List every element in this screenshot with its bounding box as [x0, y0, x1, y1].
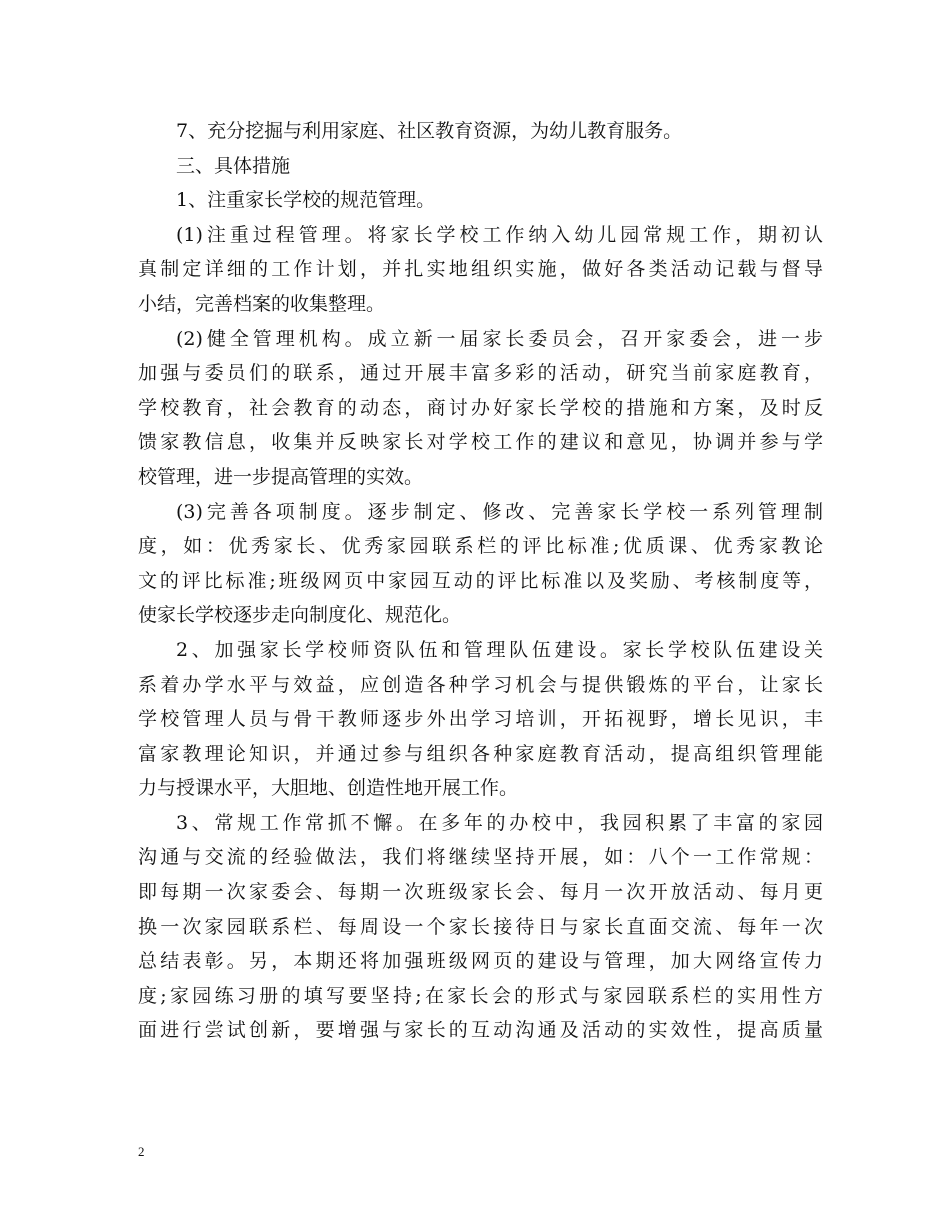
paragraph-line: (1)注重过程管理。将家长学校工作纳入幼儿园常规工作，期初认 [176, 223, 823, 246]
paragraph-line: 面进行尝试创新，要增强与家长的互动沟通及活动的实效性，提高质量 [138, 1019, 823, 1042]
paragraph-line: 学校教育，社会教育的动态，商讨办好家长学校的措施和方案，及时反 [138, 396, 823, 419]
page-number: 2 [138, 1144, 145, 1159]
paragraph-line: 馈家教信息，收集并反映家长对学校工作的建议和意见，协调并参与学 [138, 431, 823, 454]
subsection-heading: 1、注重家长学校的规范管理。 [176, 189, 436, 212]
paragraph-line: 2、加强家长学校师资队伍和管理队伍建设。家长学校队伍建设关 [176, 638, 823, 661]
paragraph-line: 系着办学水平与效益，应创造各种学习机会与提供锻炼的平台，让家长 [138, 673, 823, 696]
paragraph-line: 学校管理人员与骨干教师逐步外出学习培训，开拓视野，增长见识，丰 [138, 708, 823, 731]
paragraph-line: 3、常规工作常抓不懈。在多年的办校中，我园积累了丰富的家园 [176, 811, 823, 834]
paragraph-line: 沟通与交流的经验做法，我们将继续坚持开展，如：八个一工作常规： [138, 846, 823, 869]
section-heading: 三、具体措施 [176, 154, 291, 177]
paragraph-line: 校管理，进一步提高管理的实效。 [138, 465, 424, 488]
paragraph-line: 小结，完善档案的收集整理。 [138, 292, 386, 315]
paragraph-line: 使家长学校逐步走向制度化、规范化。 [138, 604, 462, 627]
paragraph-line: (3)完善各项制度。逐步制定、修改、完善家长学校一系列管理制 [176, 500, 823, 523]
paragraph-line: 总结表彰。另，本期还将加强班级网页的建设与管理，加大网络宣传力 [138, 950, 823, 973]
paragraph-line: (2)健全管理机构。成立新一届家长委员会，召开家委会，进一步 [176, 327, 823, 350]
paragraph-line: 度;家园练习册的填写要坚持;在家长会的形式与家园联系栏的实用性方 [138, 984, 823, 1007]
paragraph-line: 真制定详细的工作计划，并扎实地组织实施，做好各类活动记载与督导 [138, 258, 823, 281]
paragraph-line: 力与授课水平，大胆地、创造性地开展工作。 [138, 777, 519, 800]
paragraph-line: 富家教理论知识，并通过参与组织各种家庭教育活动，提高组织管理能 [138, 742, 823, 765]
paragraph-line: 加强与委员们的联系，通过开展丰富多彩的活动，研究当前家庭教育， [138, 362, 823, 385]
paragraph-line: 即每期一次家委会、每期一次班级家长会、每月一次开放活动、每月更 [138, 881, 823, 904]
document-body [138, 114, 823, 1048]
paragraph-line: 度，如：优秀家长、优秀家园联系栏的评比标准;优质课、优秀家教论 [138, 535, 823, 558]
paragraph-line: 7、充分挖掘与利用家庭、社区教育资源，为幼儿教育服务。 [176, 120, 683, 142]
paragraph-line: 换一次家园联系栏、每周设一个家长接待日与家长直面交流、每年一次 [138, 915, 823, 938]
paragraph-line: 文的评比标准;班级网页中家园互动的评比标准以及奖励、考核制度等， [138, 569, 823, 592]
